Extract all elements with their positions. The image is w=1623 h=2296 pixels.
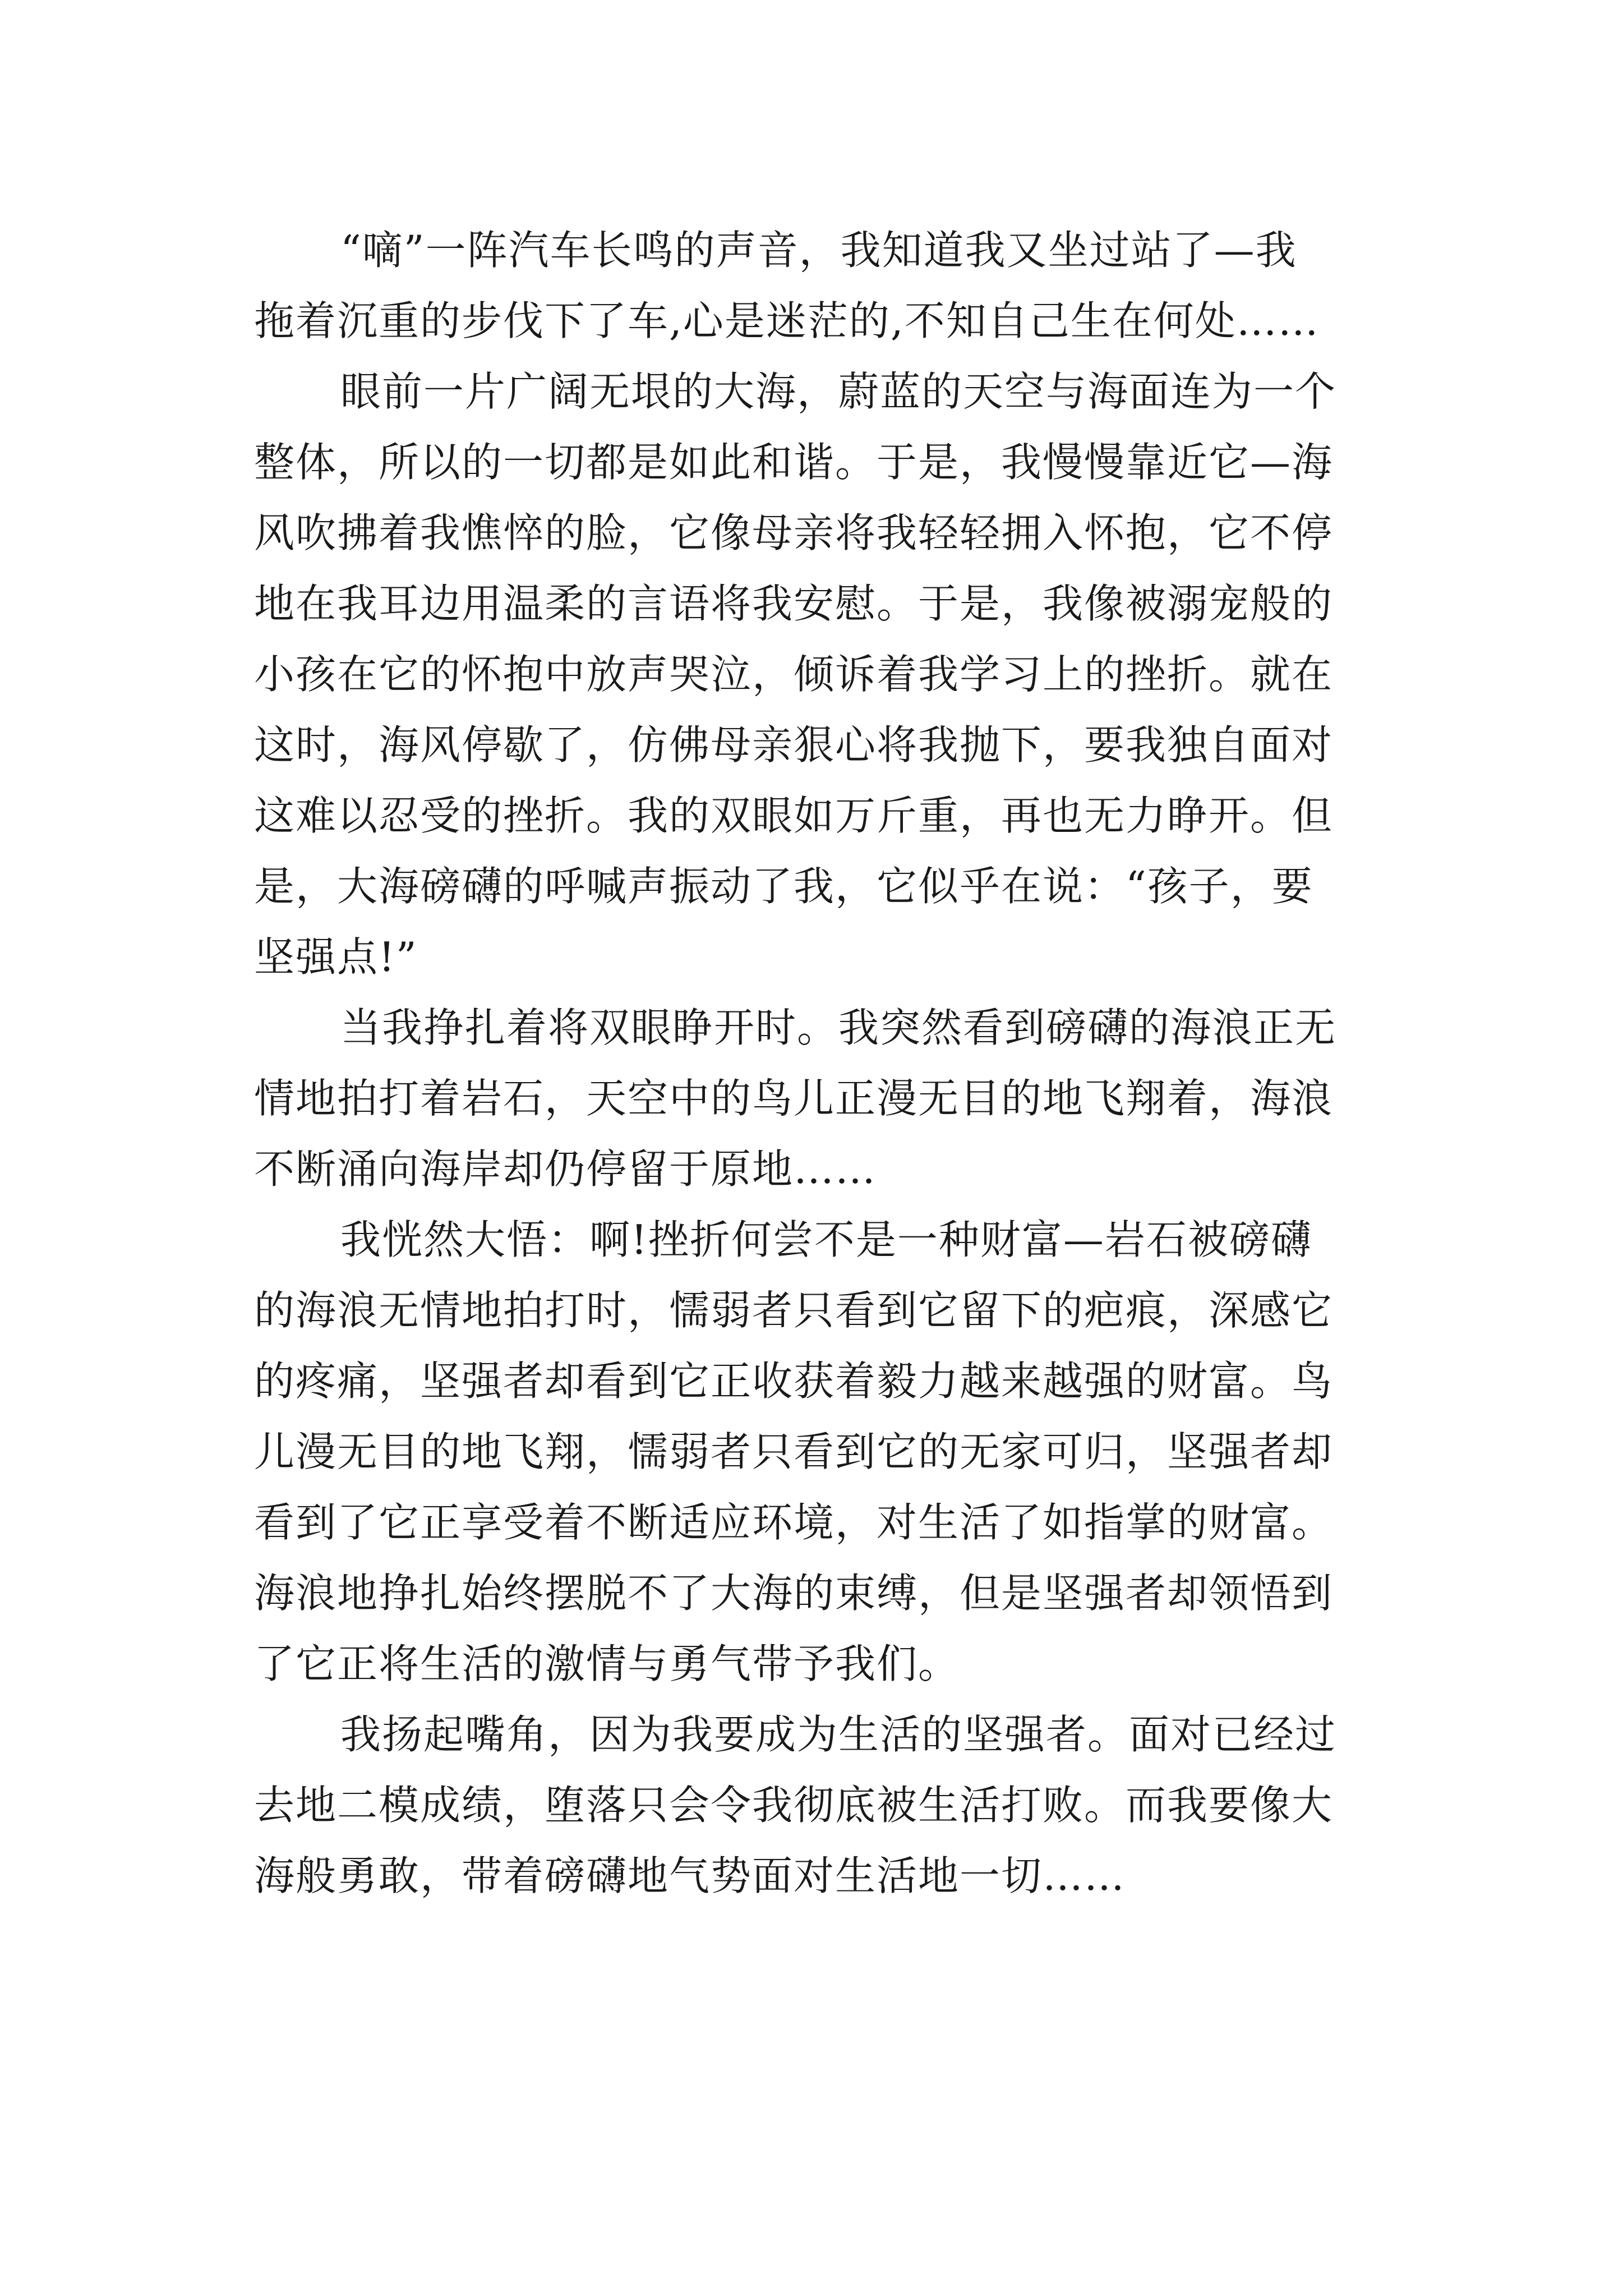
paragraph-2-line-8: 是，大海磅礴的呼喊声振动了我，它似乎在说：“孩子，要 [254, 863, 1313, 910]
paragraph-4-line-3: 的疼痛，坚强者却看到它正收获着毅力越来越强的财富。鸟 [254, 1358, 1334, 1405]
paragraph-2-line-7: 这难以忍受的挫折。我的双眼如万斤重，再也无力睁开。但 [254, 792, 1334, 839]
paragraph-4-line-4: 儿漫无目的地飞翔，懦弱者只看到它的无家可归，坚强者却 [254, 1428, 1334, 1475]
paragraph-5-line-1: 我扬起嘴角，因为我要成为生活的坚强者。面对已经过 [340, 1711, 1337, 1758]
paragraph-4-line-2: 的海浪无情地拍打时，懦弱者只看到它留下的疤痕，深感它 [254, 1287, 1334, 1334]
paragraph-2-line-9: 坚强点!” [254, 933, 418, 981]
paragraph-2-line-1: 眼前一片广阔无垠的大海，蔚蓝的天空与海面连为一个 [340, 368, 1337, 415]
paragraph-2-line-4: 地在我耳边用温柔的言语将我安慰。于是，我像被溺宠般的 [254, 580, 1334, 627]
paragraph-5-line-2: 去地二模成绩，堕落只会令我彻底被生活打败。而我要像大 [254, 1782, 1334, 1829]
paragraph-4-line-6: 海浪地挣扎始终摆脱不了大海的束缚，但是坚强者却领悟到 [254, 1570, 1334, 1617]
paragraph-1-line-2: 拖着沉重的步伐下了车,心是迷茫的,不知自己生在何处…… [254, 297, 1320, 344]
paragraph-4-line-1: 我恍然大悟：啊!挫折何尝不是一种财富—岩石被磅礴 [340, 1216, 1312, 1263]
paragraph-2-line-3: 风吹拂着我憔悴的脸，它像母亲将我轻轻拥入怀抱，它不停 [254, 509, 1334, 556]
paragraph-5-line-3: 海般勇敢，带着磅礴地气势面对生活地一切…… [254, 1852, 1126, 1899]
paragraph-2-line-6: 这时，海风停歇了，仿佛母亲狠心将我抛下，要我独自面对 [254, 721, 1334, 769]
paragraph-2-line-2: 整体，所以的一切都是如此和谐。于是，我慢慢靠近它—海 [254, 439, 1334, 486]
paragraph-3-line-3: 不断涌向海岸却仍停留于原地…… [254, 1145, 877, 1193]
paragraph-1-line-1: “嘀”一阵汽车长鸣的声音，我知道我又坐过站了—我 [340, 227, 1297, 274]
paragraph-4-line-5: 看到了它正享受着不断适应环境，对生活了如指掌的财富。 [254, 1499, 1334, 1546]
paragraph-2-line-5: 小孩在它的怀抱中放声哭泣，倾诉着我学习上的挫折。就在 [254, 651, 1334, 698]
essay-body [254, 215, 1387, 1911]
paragraph-4-line-7: 了它正将生活的激情与勇气带予我们。 [254, 1640, 960, 1687]
paragraph-3-line-1: 当我挣扎着将双眼睁开时。我突然看到磅礴的海浪正无 [340, 1004, 1337, 1051]
paragraph-3-line-2: 情地拍打着岩石，天空中的鸟儿正漫无目的地飞翔着，海浪 [254, 1075, 1334, 1122]
